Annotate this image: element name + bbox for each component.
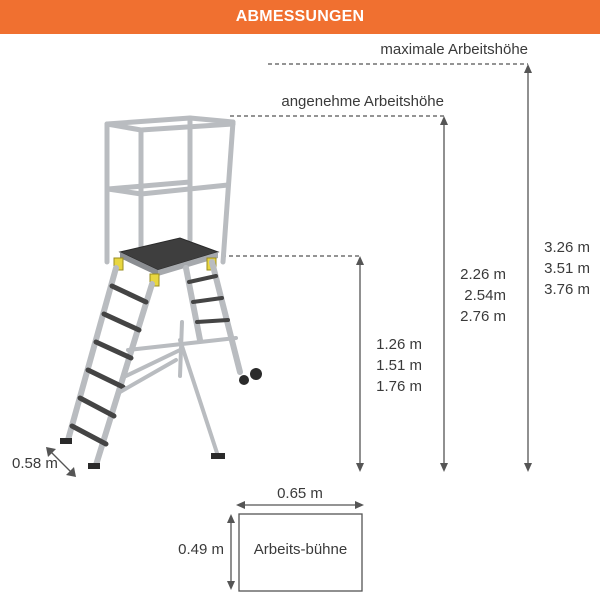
platform-height-3: 1.76 m	[376, 378, 422, 395]
platform-height-arrow	[356, 256, 364, 472]
platform-width-arrow	[236, 501, 364, 509]
comfort-height-1: 2.26 m	[460, 266, 506, 283]
page-title: ABMESSUNGEN	[235, 8, 365, 25]
platform-width-label: 0.65 m	[277, 485, 323, 502]
platform-height-2: 1.51 m	[376, 357, 422, 374]
ladder-illustration	[60, 118, 262, 469]
comfort-height-3: 2.76 m	[460, 308, 506, 325]
max-height-3: 3.76 m	[544, 281, 590, 298]
platform-depth-arrow	[227, 514, 235, 590]
max-height-label: maximale Arbeitshöhe	[380, 41, 528, 58]
platform-height-values	[376, 334, 422, 397]
platform-depth-label: 0.49 m	[178, 541, 224, 558]
platform-height-1: 1.26 m	[376, 336, 422, 353]
footprint-depth-label: 0.58 m	[12, 455, 58, 472]
max-height-arrow	[524, 64, 532, 472]
platform-name: Arbeits-bühne	[253, 541, 348, 558]
comfort-height-values	[460, 264, 506, 327]
comfort-height-label: angenehme Arbeitshöhe	[281, 93, 444, 110]
comfort-height-arrow	[440, 116, 448, 472]
max-height-values	[544, 237, 590, 300]
max-height-1: 3.26 m	[544, 239, 590, 256]
comfort-height-2: 2.54m	[464, 287, 506, 304]
max-height-2: 3.51 m	[544, 260, 590, 277]
